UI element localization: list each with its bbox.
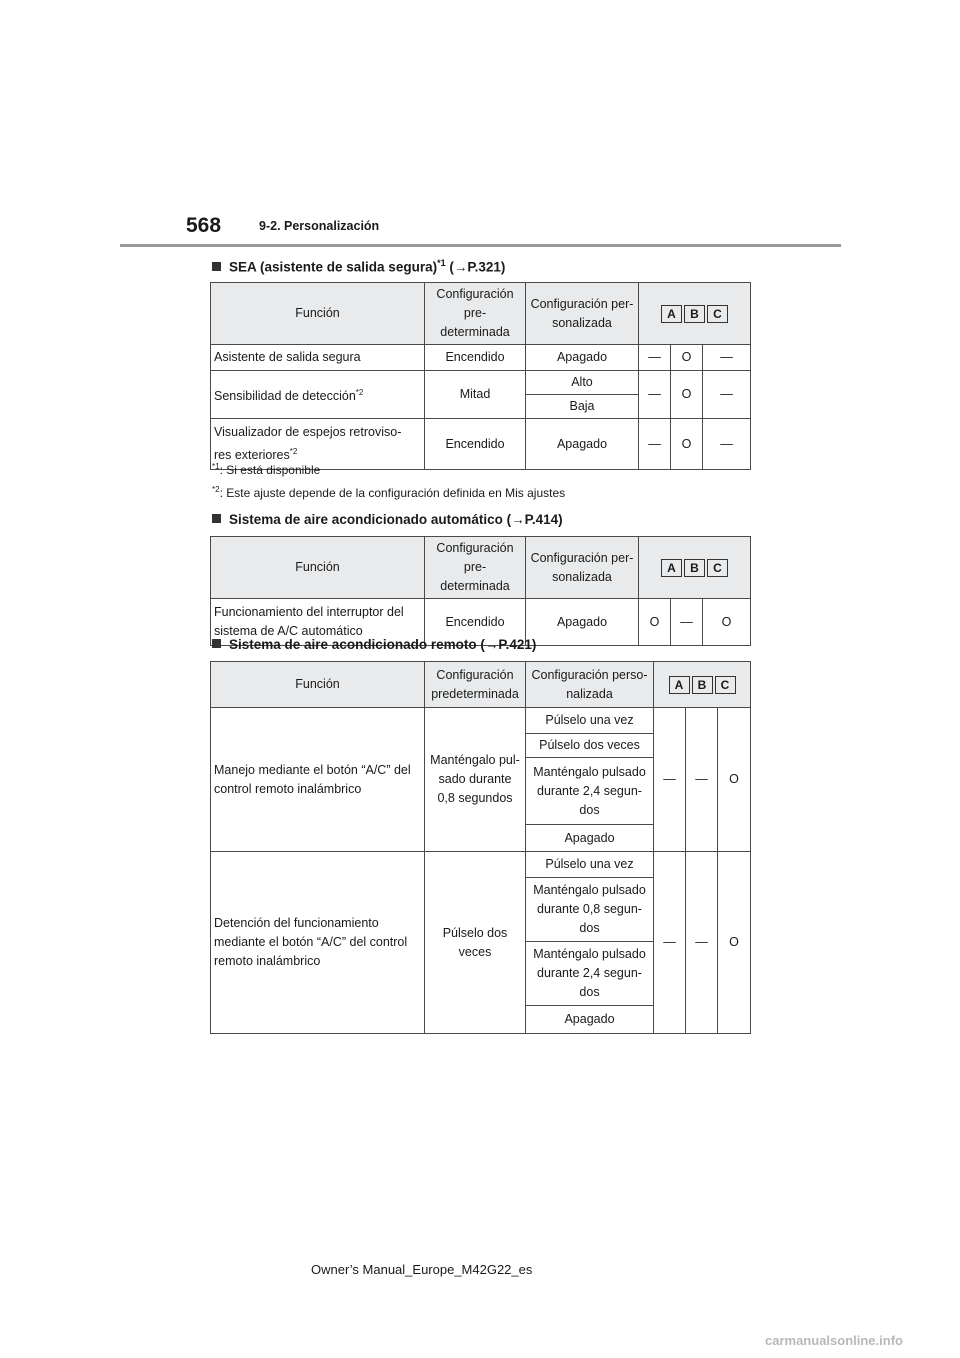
table-row: Baja	[211, 395, 751, 419]
label-c: C	[707, 305, 728, 323]
table-remote-ac	[210, 661, 751, 1034]
watermark: carmanualsonline.info	[765, 1333, 903, 1348]
table-sea	[210, 282, 751, 470]
table-row: Apagado	[211, 825, 751, 852]
table-header-row	[211, 283, 751, 345]
heading-auto-ac: Sistema de aire acondicionado automático (→P.414)	[212, 512, 563, 527]
col-function: Función	[211, 283, 425, 345]
section-title: 9-2. Personalización	[259, 219, 380, 233]
table-row: Manténgalo pulsado durante 0,8 segun- dos	[211, 878, 751, 942]
col-default: Configuración pre- determinada	[425, 283, 526, 345]
heading-sea: SEA (asistente de salida segura)$^{*1}$ (→P.321)	[212, 258, 505, 275]
page-number: 568	[186, 214, 222, 237]
table-row: Púlselo dos veces	[211, 734, 751, 758]
footer-text: Owner’s Manual_Europe_M42G22_es	[311, 1262, 533, 1277]
table-header-row: Función Configuración pre- determinada Configuración per- sonalizada A B C	[211, 537, 751, 599]
footnote-1: $^{*1}$: Si está disponible	[212, 462, 321, 477]
bullet-square-icon	[212, 639, 221, 648]
table-row: Asistente de salida segura Encendido Apagado — O —	[211, 345, 751, 371]
bullet-square-icon	[212, 262, 221, 271]
col-custom: Configuración per- sonalizada	[526, 283, 639, 345]
table-row: Funcionamiento del interruptor del sistema de A/C automático Encendido Apagado O — O	[211, 599, 751, 646]
table-row: Apagado	[211, 1006, 751, 1034]
table-row: Sensibilidad de detección$^{*2}$ Mitad Alto — O —	[211, 371, 751, 395]
label-b: B	[684, 305, 705, 323]
label-a: A	[661, 305, 682, 323]
table-row: Manténgalo pulsado durante 2,4 segun- dos	[211, 942, 751, 1006]
col-abc	[639, 283, 751, 345]
table-row: Manejo mediante el botón “A/C” del control remoto inalámbrico Manténgalo pul- sado durante 0,8 segundos Púlselo una vez — — O	[211, 708, 751, 734]
header-rule	[120, 244, 841, 247]
table-row: Detención del funcionamiento mediante el botón “A/C” del control remoto inalámbrico Púlselo dos veces Púlselo una vez — — O	[211, 852, 751, 878]
table-auto-ac	[210, 536, 751, 646]
footnote-2: $^{*2}$: Este ajuste depende de la configuración definida en Mis ajustes	[212, 485, 566, 500]
heading-remote-ac: Sistema de aire acondicionado remoto (→P.421)	[212, 637, 536, 652]
table-row: Manténgalo pulsado durante 2,4 segun- dos	[211, 758, 751, 825]
bullet-square-icon	[212, 514, 221, 523]
table-header-row: Función Configuración predeterminada Configuración perso- nalizada A B C	[211, 662, 751, 708]
table-row: Visualizador de espejos retroviso- res exteriores$^{*2}$ Encendido Apagado — O —	[211, 419, 751, 470]
